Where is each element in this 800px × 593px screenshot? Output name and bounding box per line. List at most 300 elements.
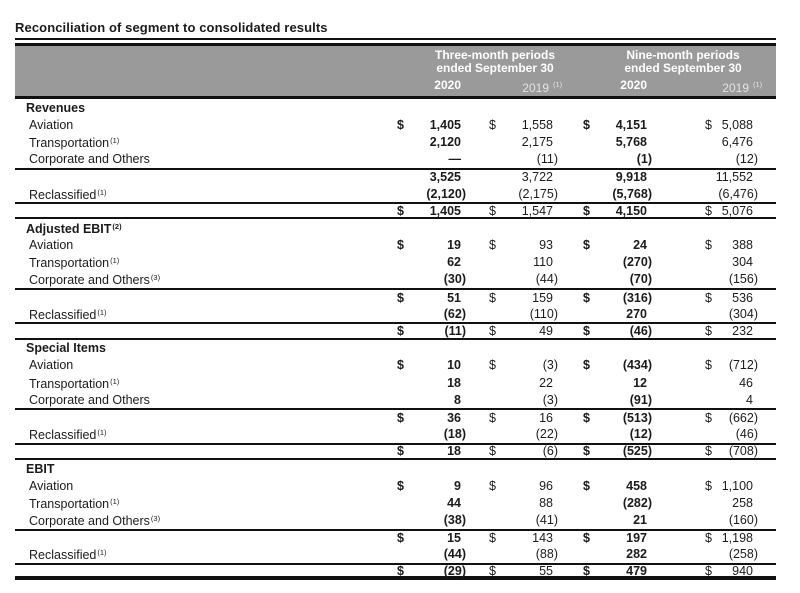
row-label-text: Corporate and Others — [29, 392, 150, 407]
cell-col-3 — [583, 478, 647, 494]
dollar-sign: $ — [705, 238, 712, 253]
cell-col-4 — [705, 117, 753, 133]
cell-value: (2,175) — [518, 186, 558, 201]
dollar-sign: $ — [583, 117, 590, 132]
footnote-marker: (1) — [553, 80, 563, 89]
row-label — [15, 270, 389, 288]
table-row-reclassified — [15, 546, 776, 563]
row-label — [15, 478, 389, 494]
cell-value: 1,405 — [429, 203, 461, 218]
dollar-sign: $ — [489, 324, 496, 339]
cell-value: (12) — [629, 427, 652, 442]
cell-col-3 — [583, 237, 647, 253]
row-label-text: Revenues — [26, 100, 86, 115]
cell-col-2 — [489, 290, 553, 306]
dollar-sign: $ — [705, 290, 712, 305]
cell-col-2 — [489, 426, 558, 442]
row-label-text: Aviation — [29, 238, 74, 253]
row-label-text: Corporate and Others — [29, 152, 150, 167]
cell-col-3 — [583, 410, 652, 426]
cell-col-4 — [705, 169, 753, 185]
cell-value: 24 — [633, 238, 647, 253]
row-label — [15, 237, 389, 253]
table-row-aviation — [15, 477, 776, 494]
table-row-transportation — [15, 494, 776, 511]
cell-col-1 — [389, 323, 466, 339]
cell-col-4 — [705, 530, 753, 546]
col-group-nine-month-periods — [598, 49, 768, 75]
cell-value: 46 — [739, 375, 753, 390]
dollar-sign: $ — [397, 531, 404, 546]
cell-value: (156) — [728, 272, 758, 287]
table-row-total — [15, 563, 776, 580]
cell-col-4 — [705, 512, 758, 528]
cell-col-2 — [489, 392, 558, 408]
table-row-subtotal — [15, 529, 776, 546]
cell-col-2 — [489, 443, 558, 459]
dollar-sign: $ — [397, 117, 404, 132]
cell-col-3 — [583, 443, 652, 459]
cell-value: 458 — [626, 478, 647, 493]
cell-col-3 — [583, 134, 647, 150]
cell-col-4 — [705, 323, 753, 339]
dollar-sign: $ — [397, 410, 404, 425]
cell-col-3 — [583, 186, 652, 202]
cell-value: (3) — [542, 358, 558, 373]
row-label — [15, 253, 389, 271]
cell-value: (160) — [728, 513, 758, 528]
table-row-corporate-and-others — [15, 271, 776, 288]
dollar-sign: $ — [489, 444, 496, 459]
cell-col-3 — [583, 392, 652, 408]
footnote-marker: (1) — [110, 256, 120, 266]
dollar-sign: $ — [397, 324, 404, 339]
table-row-corporate-and-others — [15, 512, 776, 529]
dollar-sign: $ — [705, 358, 712, 373]
dollar-sign: $ — [583, 444, 590, 459]
cell-col-4 — [705, 134, 753, 150]
cell-value: 18 — [447, 375, 461, 390]
cell-value: 258 — [732, 495, 753, 510]
cell-col-3 — [583, 546, 647, 562]
cell-col-4 — [705, 306, 758, 322]
cell-value: (11) — [444, 324, 466, 339]
cell-value: (525) — [622, 444, 652, 459]
cell-value: 1,558 — [521, 117, 553, 132]
cell-col-3 — [583, 203, 647, 219]
row-label — [15, 511, 389, 529]
cell-value: 11,552 — [715, 170, 753, 185]
cell-col-1 — [389, 546, 466, 562]
cell-col-3 — [583, 495, 652, 511]
cell-col-3 — [583, 117, 647, 133]
cell-col-2 — [489, 563, 553, 579]
dollar-sign: $ — [705, 531, 712, 546]
table-row-aviation — [15, 116, 776, 133]
cell-value: 3,722 — [521, 170, 553, 185]
cell-value: 1,100 — [721, 478, 753, 493]
year-column-header-3 — [583, 76, 647, 94]
cell-value: (62) — [443, 306, 466, 321]
section-header-special-items — [15, 340, 776, 357]
header-label-spacer — [15, 49, 389, 75]
cell-value: (70) — [629, 272, 652, 287]
cell-value: 388 — [732, 238, 753, 253]
cell-value: 19 — [447, 238, 461, 253]
dollar-sign: $ — [489, 203, 496, 218]
cell-value: 9,918 — [615, 170, 647, 185]
section-header-ebit — [15, 460, 776, 477]
table-header-band — [15, 43, 776, 99]
cell-value: 940 — [732, 563, 753, 578]
section-header-adjusted-ebit — [15, 219, 776, 236]
col-group-three-month-periods — [413, 49, 577, 75]
cell-value: 110 — [533, 255, 553, 270]
row-label-text: Reclassified — [29, 548, 97, 563]
year-column-header-1 — [389, 76, 461, 94]
table-row-reclassified — [15, 305, 776, 322]
cell-value: (270) — [622, 255, 652, 270]
footnote-marker: (1) — [97, 307, 107, 317]
dollar-sign: $ — [583, 324, 590, 339]
row-label-text: Reclassified — [29, 187, 97, 202]
footnote-marker: (1) — [97, 187, 107, 197]
cell-value: 304 — [732, 255, 753, 270]
row-label-text: Aviation — [29, 117, 74, 132]
cell-value: (44) — [535, 272, 558, 287]
table-row-subtotal — [15, 408, 776, 425]
cell-col-3 — [583, 512, 647, 528]
cell-col-3 — [583, 151, 652, 167]
cell-value: (6,476) — [718, 186, 758, 201]
cell-col-4 — [705, 151, 758, 167]
row-label-text: Aviation — [29, 478, 74, 493]
year-header-row — [15, 76, 776, 94]
cell-col-4 — [705, 563, 753, 579]
cell-value: 44 — [447, 495, 461, 510]
cell-col-1 — [389, 169, 461, 185]
table-row-transportation — [15, 374, 776, 391]
row-label-text: Transportation — [29, 376, 110, 391]
dollar-sign: $ — [489, 478, 496, 493]
cell-col-4 — [705, 357, 758, 373]
cell-value: 36 — [447, 410, 461, 425]
cell-col-1 — [389, 151, 461, 167]
dollar-sign: $ — [489, 531, 496, 546]
row-label — [15, 461, 753, 477]
row-label-text: Adjusted EBIT — [26, 221, 112, 236]
dollar-sign: $ — [397, 563, 404, 578]
cell-value: 5,088 — [721, 117, 753, 132]
cell-value: (41) — [535, 513, 558, 528]
cell-value: (712) — [728, 358, 758, 373]
row-label-text: Transportation — [29, 135, 110, 150]
cell-value: 2,120 — [429, 134, 461, 149]
cell-value: 21 — [633, 513, 647, 528]
cell-col-3 — [583, 375, 647, 391]
cell-value: (12) — [735, 152, 758, 167]
cell-col-2 — [489, 203, 553, 219]
cell-col-1 — [389, 426, 466, 442]
cell-value: 8 — [454, 392, 461, 407]
dollar-sign: $ — [705, 410, 712, 425]
row-label-text: Reclassified — [29, 307, 97, 322]
year-label: 2020 — [620, 78, 647, 92]
cell-col-4 — [705, 410, 758, 426]
cell-col-2 — [489, 271, 558, 287]
cell-col-2 — [489, 186, 558, 202]
cell-value: 1,405 — [429, 117, 461, 132]
cell-col-2 — [489, 375, 553, 391]
row-label-text: Corporate and Others — [29, 273, 150, 288]
cell-value: 5,768 — [615, 134, 647, 149]
row-label-text: Transportation — [29, 256, 110, 271]
cell-value: 232 — [732, 324, 753, 339]
cell-value: 18 — [447, 444, 461, 459]
cell-value: 4 — [746, 392, 753, 407]
cell-value: (46) — [735, 427, 758, 442]
group-header-line: ended September 30 — [436, 61, 554, 75]
cell-col-4 — [705, 546, 758, 562]
row-label — [15, 305, 389, 323]
cell-col-4 — [705, 426, 758, 442]
cell-value: (5,768) — [612, 186, 652, 201]
cell-col-2 — [489, 530, 553, 546]
cell-col-2 — [489, 478, 553, 494]
footnote-marker: (2) — [112, 221, 122, 231]
dollar-sign: $ — [705, 563, 712, 578]
cell-col-1 — [389, 117, 461, 133]
dollar-sign: $ — [705, 324, 712, 339]
cell-value: (29) — [443, 563, 466, 578]
cell-col-4 — [705, 254, 753, 270]
row-label — [15, 494, 389, 512]
cell-col-4 — [705, 271, 758, 287]
cell-col-2 — [489, 237, 553, 253]
cell-col-3 — [583, 254, 652, 270]
cell-value: (46) — [629, 324, 652, 339]
cell-col-2 — [489, 169, 553, 185]
row-label — [15, 545, 389, 563]
cell-value: 51 — [447, 290, 461, 305]
row-label-text: Corporate and Others — [29, 514, 150, 529]
row-label — [15, 133, 389, 151]
table-row-aviation — [15, 357, 776, 374]
cell-value: 49 — [539, 324, 553, 339]
dollar-sign: $ — [397, 238, 404, 253]
cell-col-2 — [489, 254, 553, 270]
reconciliation-table — [15, 43, 776, 580]
dollar-sign: $ — [583, 478, 590, 493]
dollar-sign: $ — [583, 563, 590, 578]
cell-col-1 — [389, 203, 461, 219]
cell-col-2 — [489, 323, 553, 339]
cell-col-3 — [583, 290, 652, 306]
cell-value: 3,525 — [429, 170, 461, 185]
cell-value: 2,175 — [521, 134, 553, 149]
dollar-sign: $ — [705, 444, 712, 459]
cell-value: 536 — [732, 290, 753, 305]
dollar-sign: $ — [489, 410, 496, 425]
dollar-sign: $ — [489, 290, 496, 305]
header-label-spacer — [15, 76, 389, 94]
cell-value: (708) — [728, 444, 758, 459]
row-label — [15, 219, 753, 237]
cell-col-4 — [705, 375, 753, 391]
cell-col-2 — [489, 117, 553, 133]
table-row-aviation — [15, 237, 776, 254]
cell-value: 16 — [539, 410, 553, 425]
cell-value: 4,151 — [615, 117, 647, 132]
cell-col-2 — [489, 306, 558, 322]
cell-value: (662) — [728, 410, 758, 425]
cell-col-1 — [389, 495, 461, 511]
cell-value: (110) — [529, 306, 558, 321]
row-label — [15, 357, 389, 373]
cell-value: (11) — [536, 152, 558, 167]
dollar-sign: $ — [583, 203, 590, 218]
cell-value: 22 — [539, 375, 553, 390]
row-label — [15, 117, 389, 133]
footnote-marker: (3) — [150, 514, 161, 524]
cell-col-1 — [389, 392, 461, 408]
cell-value: (258) — [728, 547, 758, 562]
cell-value: (434) — [622, 358, 652, 373]
table-row-subtotal — [15, 168, 776, 185]
cell-col-2 — [489, 495, 553, 511]
cell-col-3 — [583, 563, 647, 579]
dollar-sign: $ — [489, 358, 496, 373]
table-row-transportation — [15, 254, 776, 271]
cell-value: 282 — [626, 547, 647, 562]
cell-value: (22) — [535, 427, 558, 442]
table-row-corporate-and-others — [15, 151, 776, 168]
cell-value: 96 — [539, 478, 553, 493]
table-row-total — [15, 202, 776, 219]
cell-col-2 — [489, 546, 558, 562]
cell-value: 12 — [633, 375, 647, 390]
dollar-sign: $ — [705, 478, 712, 493]
row-label — [15, 374, 389, 392]
cell-col-4 — [705, 495, 753, 511]
row-label — [15, 425, 389, 443]
cell-col-2 — [489, 151, 558, 167]
cell-value: (304) — [728, 306, 758, 321]
cell-col-1 — [389, 237, 461, 253]
cell-col-4 — [705, 203, 753, 219]
table-row-total — [15, 443, 776, 460]
cell-col-4 — [705, 392, 753, 408]
cell-col-1 — [389, 375, 461, 391]
cell-col-3 — [583, 169, 647, 185]
cell-value: (44) — [443, 547, 466, 562]
dollar-sign: $ — [583, 410, 590, 425]
cell-value: 15 — [447, 531, 461, 546]
group-header-line: ended September 30 — [624, 61, 742, 75]
cell-value: (513) — [622, 410, 652, 425]
cell-col-1 — [389, 530, 461, 546]
cell-value: 1,198 — [721, 531, 753, 546]
cell-value: (38) — [443, 513, 466, 528]
row-label-text: Transportation — [29, 496, 110, 511]
cell-col-1 — [389, 563, 466, 579]
row-label — [15, 392, 389, 408]
group-header-line: Three-month periods — [434, 48, 555, 62]
dollar-sign: $ — [583, 531, 590, 546]
dollar-sign: $ — [397, 358, 404, 373]
footnote-marker: (1) — [110, 135, 120, 145]
cell-value: 55 — [539, 563, 553, 578]
cell-col-1 — [389, 357, 461, 373]
cell-value: 88 — [539, 495, 553, 510]
cell-value: 197 — [626, 531, 647, 546]
cell-col-3 — [583, 426, 652, 442]
table-row-corporate-and-others — [15, 391, 776, 408]
cell-value: (316) — [622, 290, 652, 305]
dollar-sign: $ — [489, 117, 496, 132]
cell-col-4 — [705, 186, 758, 202]
cell-col-4 — [705, 237, 753, 253]
cell-col-2 — [489, 410, 553, 426]
cell-col-1 — [389, 271, 466, 287]
table-row-transportation — [15, 133, 776, 150]
footnote-marker: (1) — [110, 376, 120, 386]
dollar-sign: $ — [583, 358, 590, 373]
row-label — [15, 100, 753, 116]
cell-value: 93 — [539, 238, 553, 253]
row-label — [15, 151, 389, 167]
cell-value: (6) — [542, 444, 558, 459]
cell-value: 4,150 — [615, 203, 647, 218]
dollar-sign: $ — [705, 203, 712, 218]
year-column-header-4 — [705, 76, 763, 95]
footnote-marker: (3) — [150, 273, 161, 283]
cell-col-1 — [389, 306, 466, 322]
cell-value: 1,547 — [521, 203, 553, 218]
footnote-marker: (1) — [753, 80, 763, 89]
year-column-header-2 — [489, 76, 563, 95]
group-header-line: Nine-month periods — [626, 48, 740, 62]
cell-col-3 — [583, 357, 652, 373]
cell-col-1 — [389, 478, 461, 494]
year-label: 2019 — [522, 81, 549, 95]
row-label-text: Reclassified — [29, 428, 97, 443]
cell-value: (91) — [629, 392, 652, 407]
dollar-sign: $ — [489, 238, 496, 253]
year-label: 2019 — [722, 81, 749, 95]
footnote-marker: (1) — [110, 496, 120, 506]
page-title: Reconciliation of segment to consolidated results — [15, 20, 776, 40]
table-row-subtotal — [15, 288, 776, 305]
dollar-sign: $ — [397, 290, 404, 305]
cell-value: (2,120) — [426, 186, 466, 201]
dollar-sign: $ — [397, 444, 404, 459]
cell-value: (3) — [542, 392, 558, 407]
cell-value: 62 — [447, 255, 461, 270]
year-label: 2020 — [434, 78, 461, 92]
cell-col-3 — [583, 530, 647, 546]
dollar-sign: $ — [397, 203, 404, 218]
cell-value: (1) — [636, 152, 652, 167]
cell-value: 159 — [532, 290, 553, 305]
cell-col-2 — [489, 357, 558, 373]
row-label-text: Aviation — [29, 358, 74, 373]
dollar-sign: $ — [583, 238, 590, 253]
cell-col-3 — [583, 323, 652, 339]
row-label — [15, 185, 389, 203]
cell-value: (88) — [535, 547, 558, 562]
dollar-sign: $ — [705, 117, 712, 132]
